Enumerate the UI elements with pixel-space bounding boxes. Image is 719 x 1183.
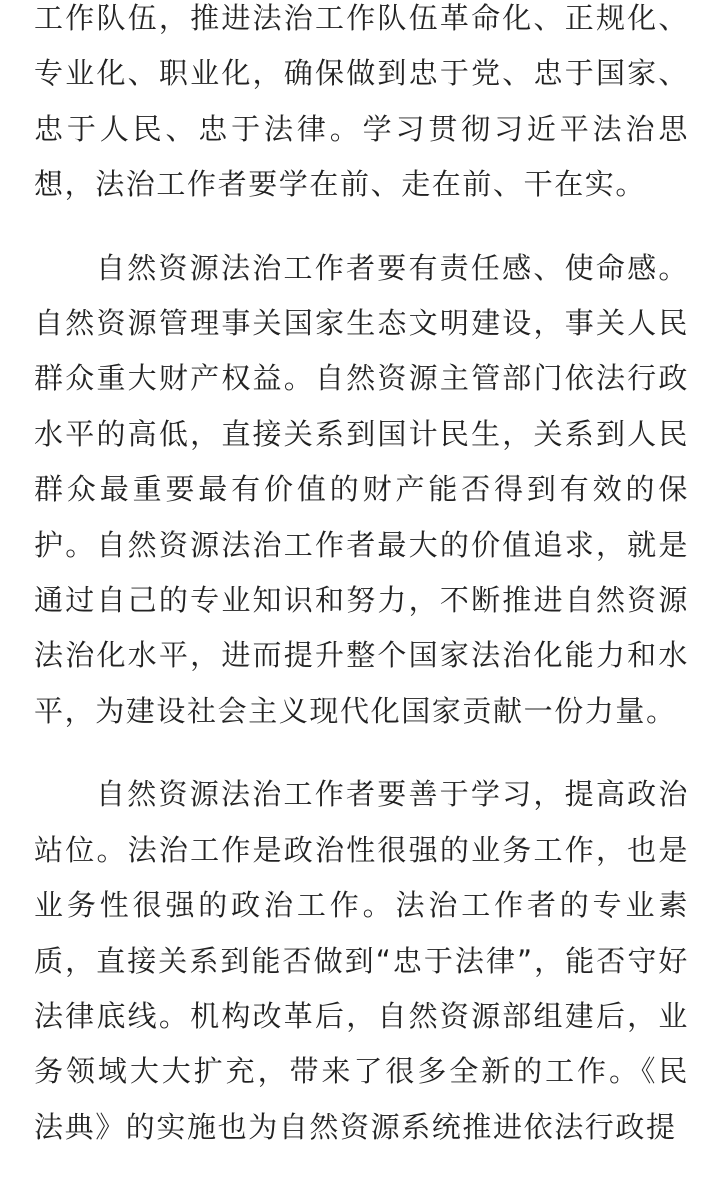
paragraph-3: 自然资源法治工作者要善于学习，提高政治站位。法治工作是政治性很强的业务工作，也是业务性很强的政治工作。法治工作者的专业素质，直接关系到能否做到“忠于法律”，能否守好法律底线。机构改革后，自然资源部组建后，业务领域大大扩充，带来了很多全新的工作。《民法典》的实施也为自然资源系统推进依法行政提 xyxy=(34,777,689,1144)
paragraph-2: 自然资源法治工作者要有责任感、使命感。自然资源管理事关国家生态文明建设，事关人民群众重大财产权益。自然资源主管部门依法行政水平的高低，直接关系到国计民生，关系到人民群众最重要最有价值的财产能否得到有效的保护。自然资源法治工作者最大的价值追求，就是通过自己的专业知识和努力，不断推进自然资源法治化水平，进而提升整个国家法治化能力和水平，为建设社会主义现代化国家贡献一份力量。 xyxy=(34,250,689,728)
paragraph-1: 工作队伍，推进法治工作队伍革命化、正规化、专业化、职业化，确保做到忠于党、忠于国家、忠于人民、忠于法律。学习贯彻习近平法治思想，法治工作者要学在前、走在前、干在实。 xyxy=(34,1,689,202)
article-body xyxy=(34,0,689,1183)
